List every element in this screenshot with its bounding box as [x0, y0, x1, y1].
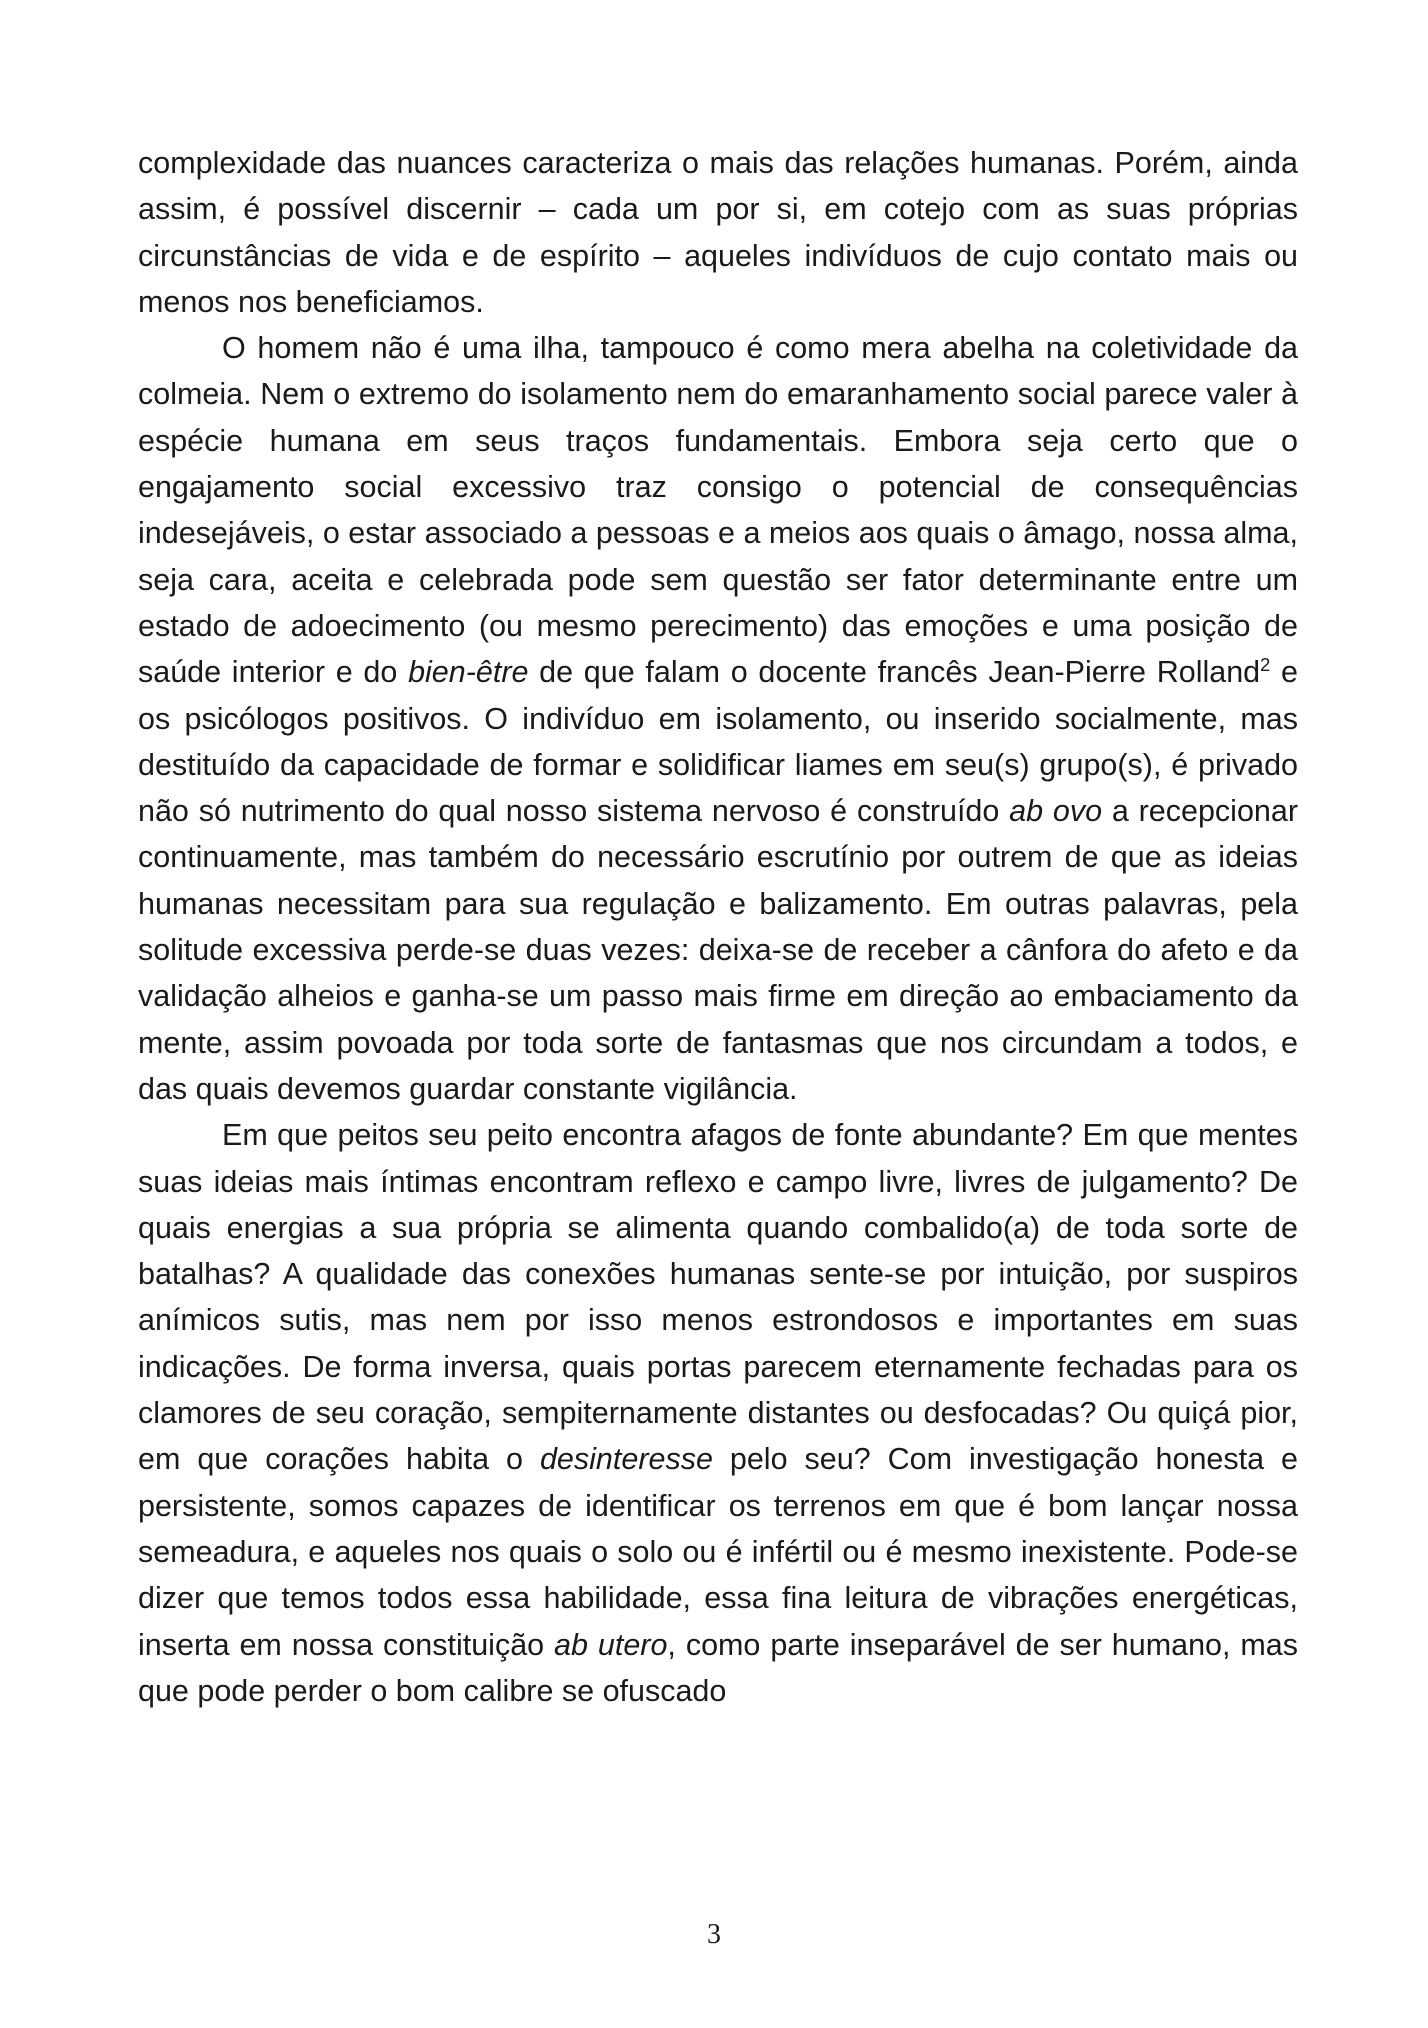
paragraph-text: pelo seu? Com investigação honesta e persistente, somos capazes de identificar os terrenos em que é bom lançar nossa semeadura, e aqueles nos quais o solo ou é infértil ou é mesmo inexistente. Pode-se dizer que temos todos essa habilidade, essa fina leitura de vibrações energéticas, inserta em nossa constituição — [138, 1442, 1299, 1662]
paragraph-text: , como parte inseparável de ser humano, mas que pode perder o bom calibre se ofuscado — [138, 1627, 1299, 1708]
paragraph — [138, 325, 1298, 1112]
italic-text: desinteresse — [539, 1442, 713, 1477]
paragraph-text: complexidade das nuances caracteriza o mais das relações humanas. Porém, ainda assim, é possível discernir – cada um por si, em cotejo com as suas próprias circunstâncias de vida e de espírito – aqueles indivíduos de cujo contato mais ou menos nos beneficiamos. — [138, 146, 1298, 319]
body-text — [138, 140, 1298, 1714]
paragraph-text: de que falam o docente francês Jean-Pierre Rolland — [528, 655, 1261, 690]
italic-text: ab ovo — [1009, 794, 1103, 829]
paragraph-text: e os psicólogos positivos. O indivíduo em isolamento, ou inserido socialmente, mas destituído da capacidade de formar e solidificar liames em seu(s) grupo(s), é privado não só nutrimento do qual nosso sistema nervoso é construído — [138, 655, 1298, 829]
paragraph — [138, 1112, 1298, 1714]
italic-text: ab utero — [554, 1627, 668, 1662]
paragraph — [138, 140, 1298, 325]
footnote-reference: 2 — [1260, 654, 1271, 676]
paragraph-text: a recepcionar continuamente, mas também do necessário escrutínio por outrem de que as ideias humanas necessitam para sua regulação e balizamento. Em outras palavras, pela solitude excessiva perde-se duas vezes: deixa-se de receber a cânfora do afeto e da validação alheios e ganha-se um passo mais firme em direção ao embaciamento da mente, assim povoada por toda sorte de fantasmas que nos circundam a todos, e das quais devemos guardar constante vigilância. — [138, 794, 1298, 1106]
document-page — [138, 140, 1298, 1714]
italic-text: bien-être — [408, 655, 529, 690]
page-number: 3 — [707, 1919, 721, 1950]
paragraph-text: O homem não é uma ilha, tampouco é como mera abelha na coletividade da colmeia. Nem o extremo do isolamento nem do emaranhamento social parece valer à espécie humana em seus traços fundamentais. Embora seja certo que o engajamento social excessivo traz consigo o potencial de consequências indesejáveis, o estar associado a pessoas e a meios aos quais o âmago, nossa alma, seja cara, aceita e celebrada pode sem questão ser fator determinante entre um estado de adoecimento (ou mesmo perecimento) das emoções e uma posição de saúde interior e do — [138, 331, 1298, 690]
paragraph-text: Em que peitos seu peito encontra afagos de fonte abundante? Em que mentes suas ideias mais íntimas encontram reflexo e campo livre, livres de julgamento? De quais energias a sua própria se alimenta quando combalido(a) de toda sorte de batalhas? A qualidade das conexões humanas sente-se por intuição, por suspiros anímicos sutis, mas nem por isso menos estrondosos e importantes em suas indicações. De forma inversa, quais portas parecem eternamente fechadas para os clamores de seu coração, sempiternamente distantes ou desfocadas? Ou quiçá pior, em que corações habita o — [138, 1118, 1298, 1477]
